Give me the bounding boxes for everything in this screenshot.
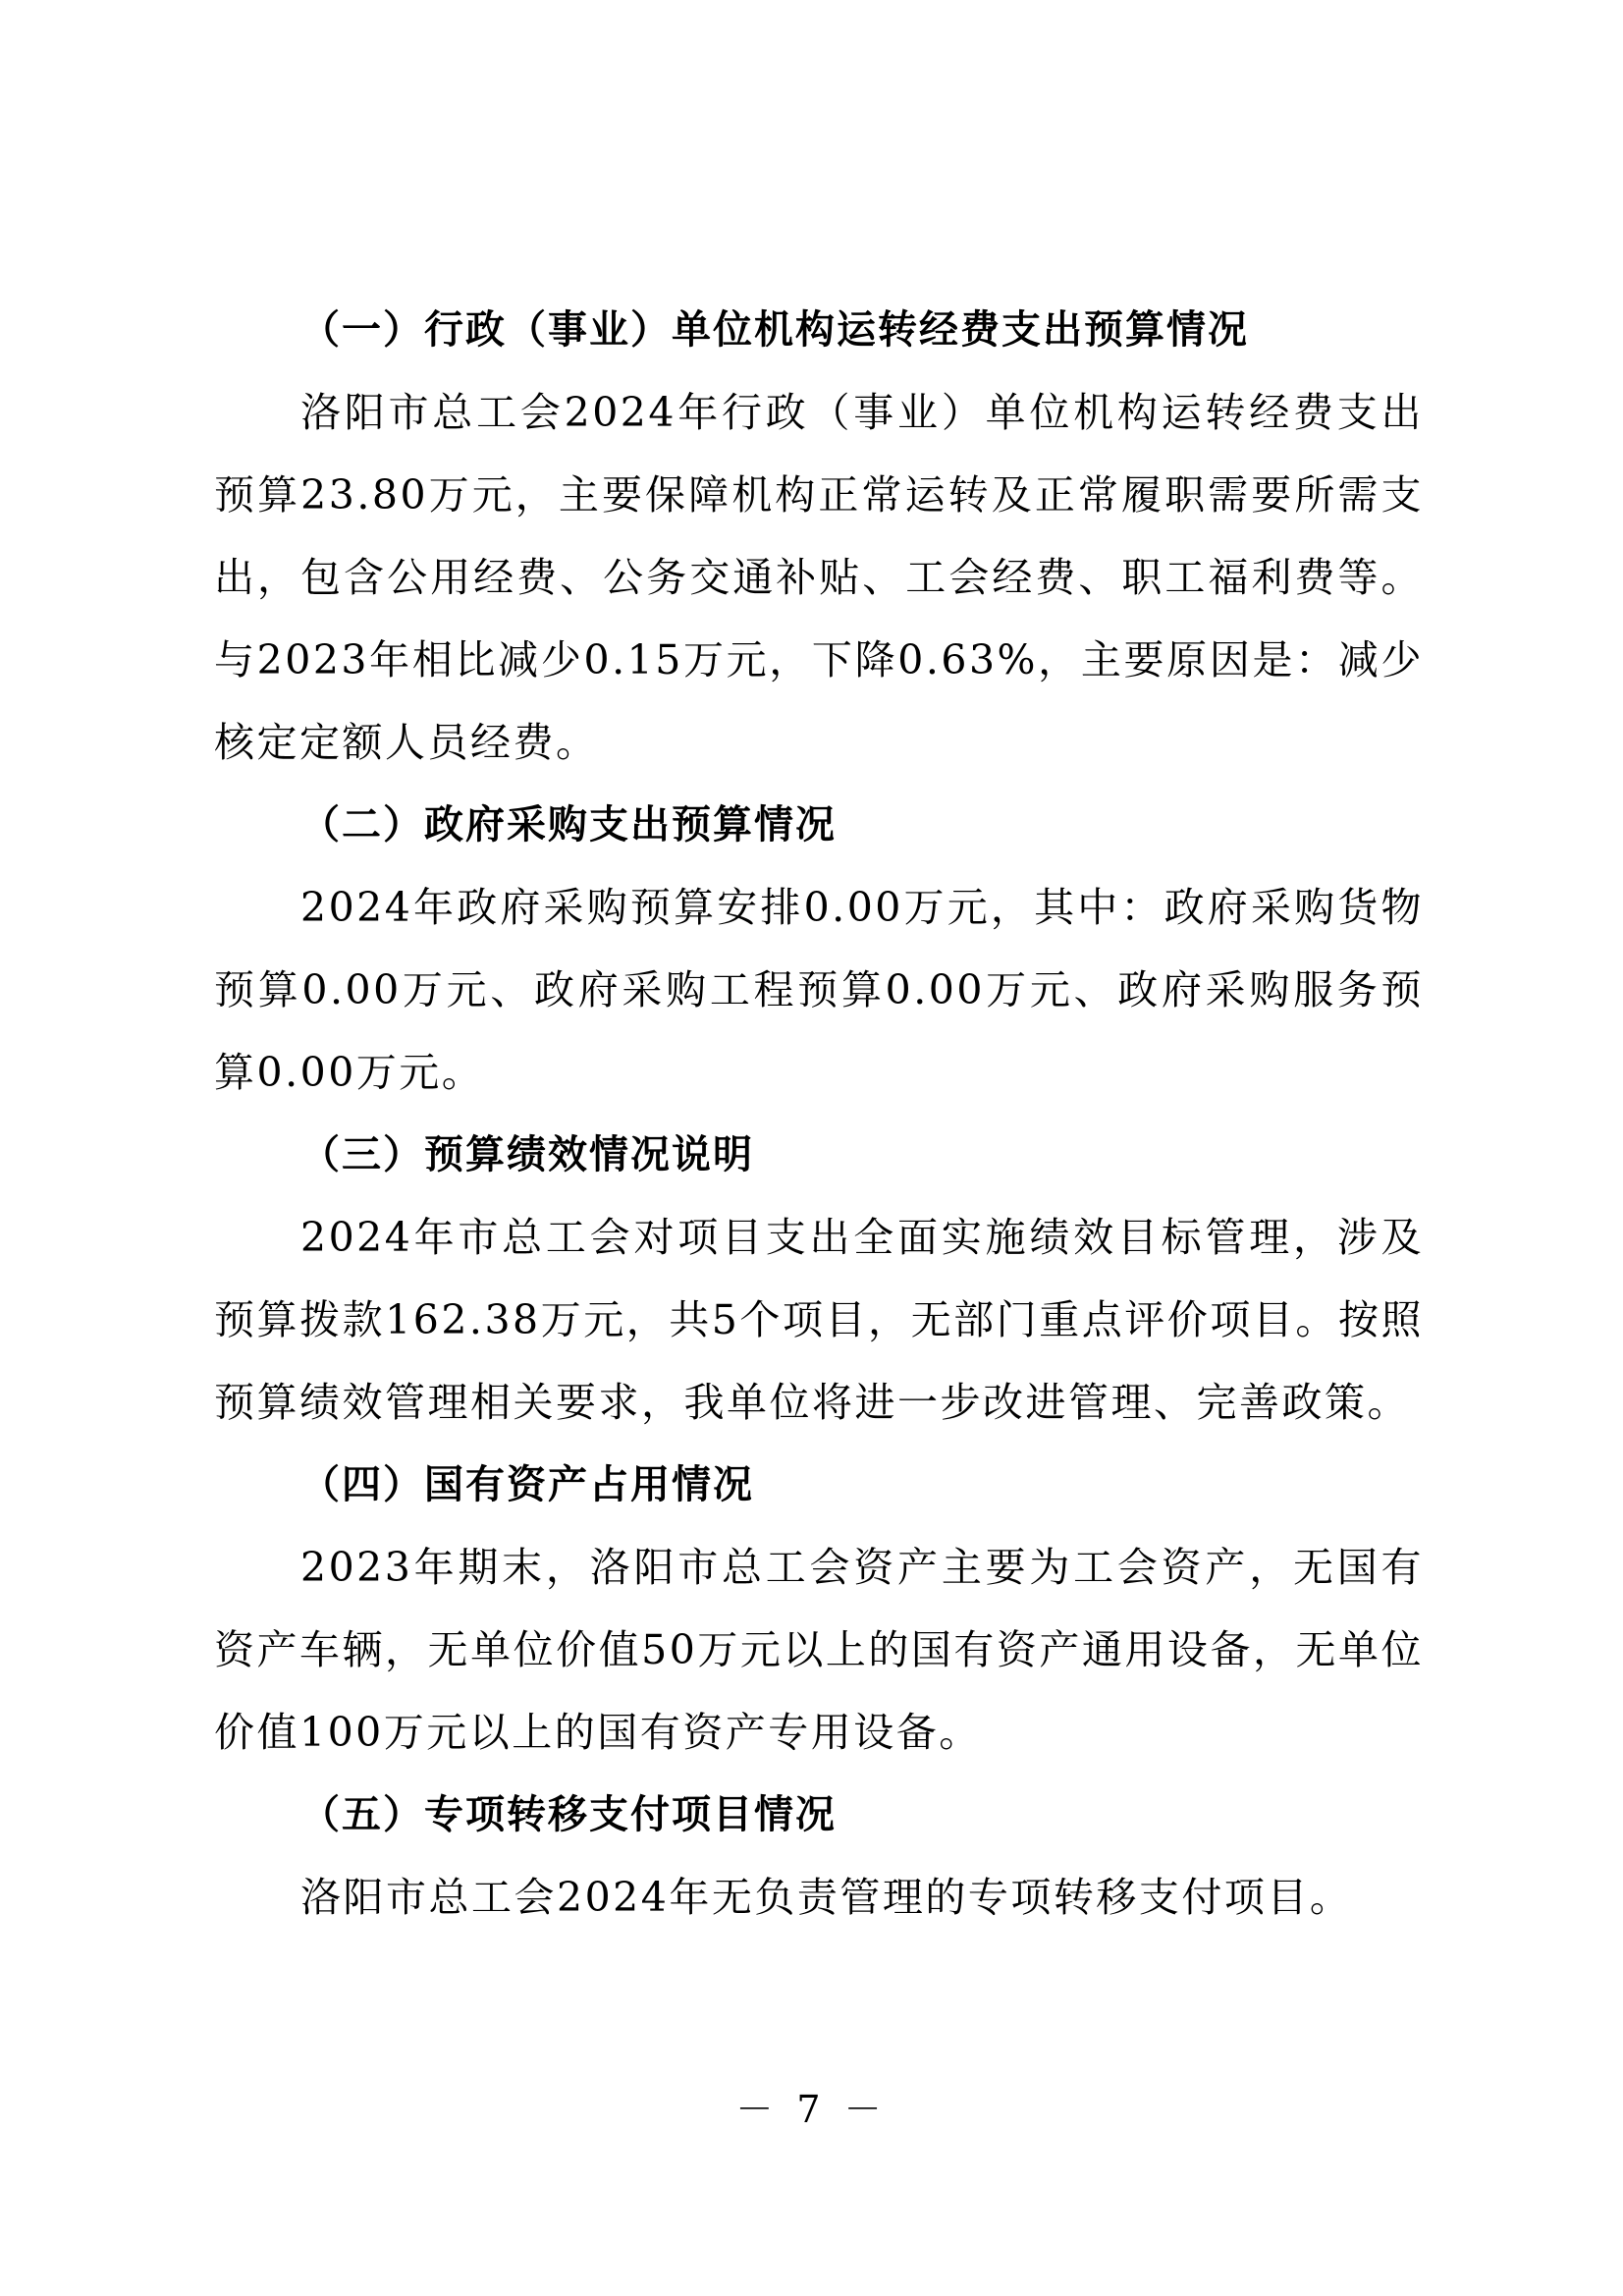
- section-heading-3: （三）预算绩效情况说明: [300, 1132, 754, 1177]
- section-paragraph-2: 2024年政府采购预算安排0.00万元，其中：政府采购货物预算0.00万元、政府采购工程预算0.00万元、政府采购服务预算0.00万元。: [214, 884, 1424, 1096]
- section-heading-4: （四）国有资产占用情况: [300, 1462, 754, 1507]
- section-paragraph-4: 2023年期末，洛阳市总工会资产主要为工会资产，无国有资产车辆，无单位价值50万元以上的国有资产通用设备，无单位价值100万元以上的国有资产专用设备。: [214, 1544, 1424, 1756]
- section-paragraph-5: 洛阳市总工会2024年无负责管理的专项转移支付项目。: [300, 1874, 1353, 1921]
- page-number: － 7 －: [735, 2088, 888, 2131]
- section-paragraph-3: 2024年市总工会对项目支出全面实施绩效目标管理，涉及预算拨款162.38万元，共5个项目，无部门重点评价项目。按照预算绩效管理相关要求，我单位将进一步改进管理、完善政策。: [214, 1214, 1424, 1426]
- section-paragraph-1: 洛阳市总工会2024年行政（事业）单位机构运转经费支出预算23.80万元，主要保障机构正常运转及正常履职需要所需支出，包含公用经费、公务交通补贴、工会经费、职工福利费等。与2023年相比减少0.15万元，下降0.63%，主要原因是：减少核定定额人员经费。: [214, 389, 1424, 766]
- section-heading-5: （五）专项转移支付项目情况: [300, 1792, 837, 1837]
- section-heading-1: （一）行政（事业）单位机构运转经费支出预算情况: [300, 307, 1249, 353]
- document-body: [214, 289, 1424, 1939]
- section-heading-2: （二）政府采购支出预算情况: [300, 802, 837, 847]
